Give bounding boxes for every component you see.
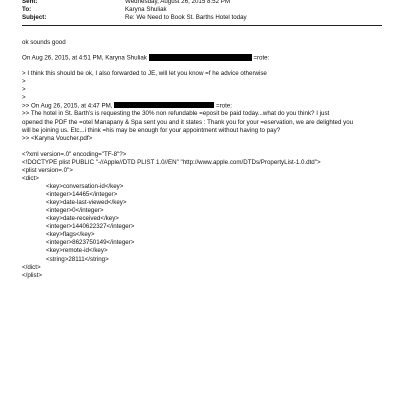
quoted-paragraph-line-3: will be joining us. Etc...i think =his may be enough for your appointment without having to pay?: [22, 126, 281, 134]
xml-plist-block: [22, 151, 382, 280]
quote-header-1-text: On Aug 26, 2015, at 4:51 PM, Karyna Shuliak: [22, 54, 147, 62]
xml-line: <key>date-received</key>: [46, 215, 119, 223]
xml-line: <integer>8623750149</integer>: [46, 239, 135, 247]
subject-row: [22, 14, 382, 22]
xml-line: <string>28111</string>: [46, 255, 109, 263]
xml-line: <?xml version=.0" encoding="TF-8"?>: [22, 150, 127, 158]
quote-header-2: [22, 102, 382, 111]
quote-marker-1: >: [22, 77, 26, 85]
subject-value: Re: We Need to Book St. Barths Hotel today: [125, 14, 247, 21]
quote-header-1: [22, 54, 382, 63]
to-value: Karyna Shuliak: [125, 6, 167, 13]
quoted-line-forwarded: > I think this should be ok, I also forwarded to JE, will let you know =f he advice otherwise: [22, 69, 267, 77]
redaction-bar: [149, 54, 252, 61]
subject-label: Subject:: [22, 14, 47, 21]
xml-line: <key>remote-id</key>: [46, 247, 108, 255]
email-body: [22, 39, 382, 143]
xml-line: <key>date-last-viewed</key>: [46, 199, 127, 207]
xml-line: <plist version=.0">: [22, 166, 73, 174]
quote-header-2-end: =rote:: [215, 102, 232, 110]
to-row: [22, 6, 382, 14]
quote-marker-3: >: [22, 93, 26, 101]
reply-text: ok sounds good: [22, 39, 66, 46]
xml-line: </plist>: [22, 271, 42, 279]
xml-line: <integer>1440622327</integer>: [46, 223, 135, 231]
xml-line: <key>conversation-id</key>: [46, 182, 124, 190]
quote-header-2-text: >> On Aug 26, 2015, at 4:47 PM,: [22, 102, 113, 110]
email-header: [22, 0, 382, 26]
sent-value: Wednesday, August 26, 2015 8:52 PM: [125, 0, 231, 5]
quoted-paragraph-line-2: opened the PDF the =otel Manapany & Spa sent you and it states : Thank you for your =eservation, we are delighted you: [22, 118, 354, 126]
quote-marker-2: >: [22, 85, 26, 93]
quoted-paragraph-line-1: >> The hotel in St. Barth's is requesting the 30% non refundable =eposit be paid today...what do you think? I just: [22, 110, 330, 118]
xml-line: <integer>14465</integer>: [46, 191, 118, 198]
quote-header-1-end: =rote:: [253, 54, 270, 62]
xml-line: </dict>: [22, 263, 41, 271]
xml-line: <integer>0</integer>: [46, 207, 104, 215]
attachment-line: >> <Karyna Voucher.pdf>: [22, 134, 93, 142]
email-page: [22, 0, 382, 280]
redaction-bar: [114, 102, 214, 109]
xml-line: <dict>: [22, 174, 39, 182]
xml-line: <!DOCTYPE plist PUBLIC "-//Apple//DTD PLIST 1.0//EN" "http://www.apple.com/DTDs/PropertyList-1.0.dtd">: [22, 158, 321, 166]
xml-line: <key>flags</key>: [46, 231, 95, 239]
sent-label: Sent:: [22, 0, 38, 5]
to-label: To:: [22, 6, 32, 13]
